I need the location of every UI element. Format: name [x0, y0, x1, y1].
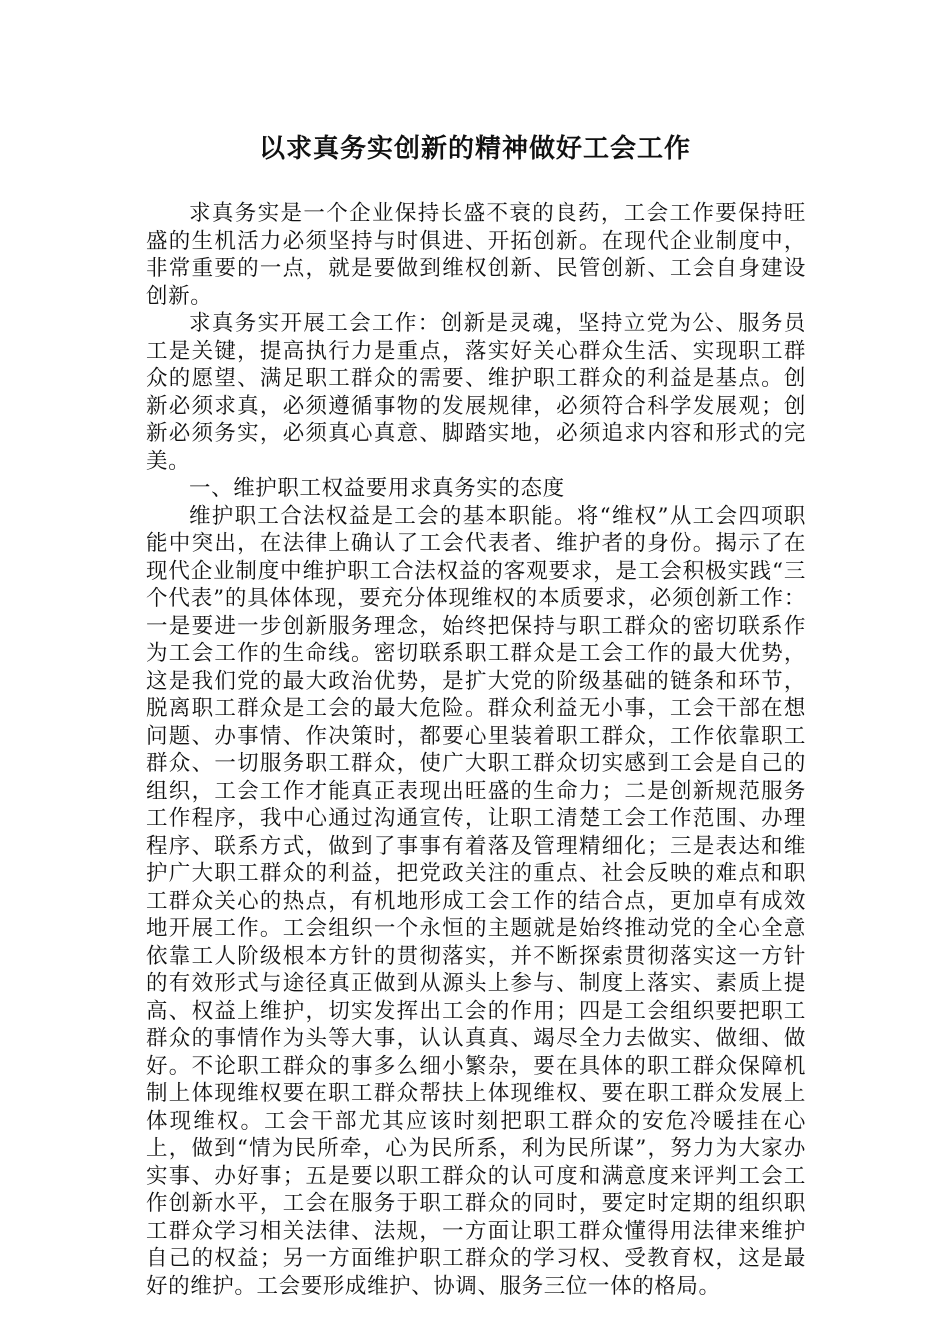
- paragraph-rights: 维护职工合法权益是工会的基本职能。将“维权”从工会四项职能中突出，在法律上确认了工会代表者、维护者的身份。揭示了在现代企业制度中维护职工合法权益的客观要求，是工会积极实践“三个代表”的具体体现，要充分体现维权的本质要求，必须创新工作：一是要进一步创新服务理念，始终把保持与职工群众的密切联系作为工会工作的生命线。密切联系职工群众是工会工作的最大优势，这是我们党的最大政治优势，是扩大党的阶级基础的链条和环节，脱离职工群众是工会的最大危险。群众利益无小事，工会干部在想问题、办事情、作决策时，都要心里装着职工群众，工作依靠职工群众、一切服务职工群众，使广大职工群众切实感到工会是自己的组织，工会工作才能真正表现出旺盛的生命力；二是创新规范服务工作程序，我中心通过沟通宣传，让职工清楚工会工作范围、办理程序、联系方式，做到了事事有着落及管理精细化；三是表达和维护广大职工群众的利益，把党政关注的重点、社会反映的难点和职工群众关心的热点，有机地形成工会工作的结合点，更加卓有成效地开展工作。工会组织一个永恒的主题就是始终推动党的全心全意依靠工人阶级根本方针的贯彻落实，并不断探索贯彻落实这一方针的有效形式与途径真正做到从源头上参与、制度上落实、素质上提高、权益上维护，切实发挥出工会的作用；四是工会组织要把职工群众的事情作为头等大事，认认真真、竭尽全力去做实、做细、做好。不论职工群众的事多么细小繁杂，要在具体的职工群众保障机制上体现维权要在职工群众帮扶上体现维权、要在职工群众发展上体现维权。工会干部尤其应该时刻把职工群众的安危冷暖挂在心上，做到“情为民所牵，心为民所系，利为民所谋”，努力为大家办实事、办好事；五是要以职工群众的认可度和满意度来评判工会工作创新水平，工会在服务于职工群众的同时，要定时定期的组织职工群众学习相关法律、法规，一方面让职工群众懂得用法律来维护自己的权益；另一方面维护职工群众的学习权、受教育权，这是最好的维护。工会要形成维护、协调、服务三位一体的格局。: [146, 503, 806, 1299]
- paragraph-principles: 求真务实开展工会工作：创新是灵魂，坚持立党为公、服务员工是关键，提高执行力是重点，落实好关心群众生活、实现职工群众的愿望、满足职工群众的需要、维护职工群众的利益是基点。创新必须求真，必须遵循事物的发展规律，必须符合科学发展观；创新必须务实，必须真心真意、脚踏实地，必须追求内容和形式的完美。: [146, 311, 806, 474]
- paragraph-intro: 求真务实是一个企业保持长盛不衰的良药，工会工作要保持旺盛的生机活力必须坚持与时俱进、开拓创新。在现代企业制度中，非常重要的一点，就是要做到维权创新、民管创新、工会自身建设创新。: [146, 201, 806, 309]
- section-heading: 一、维护职工权益要用求真务实的态度: [189, 476, 565, 501]
- document-title: 以求真务实创新的精神做好工会工作: [258, 134, 691, 164]
- document-body: [146, 200, 806, 1300]
